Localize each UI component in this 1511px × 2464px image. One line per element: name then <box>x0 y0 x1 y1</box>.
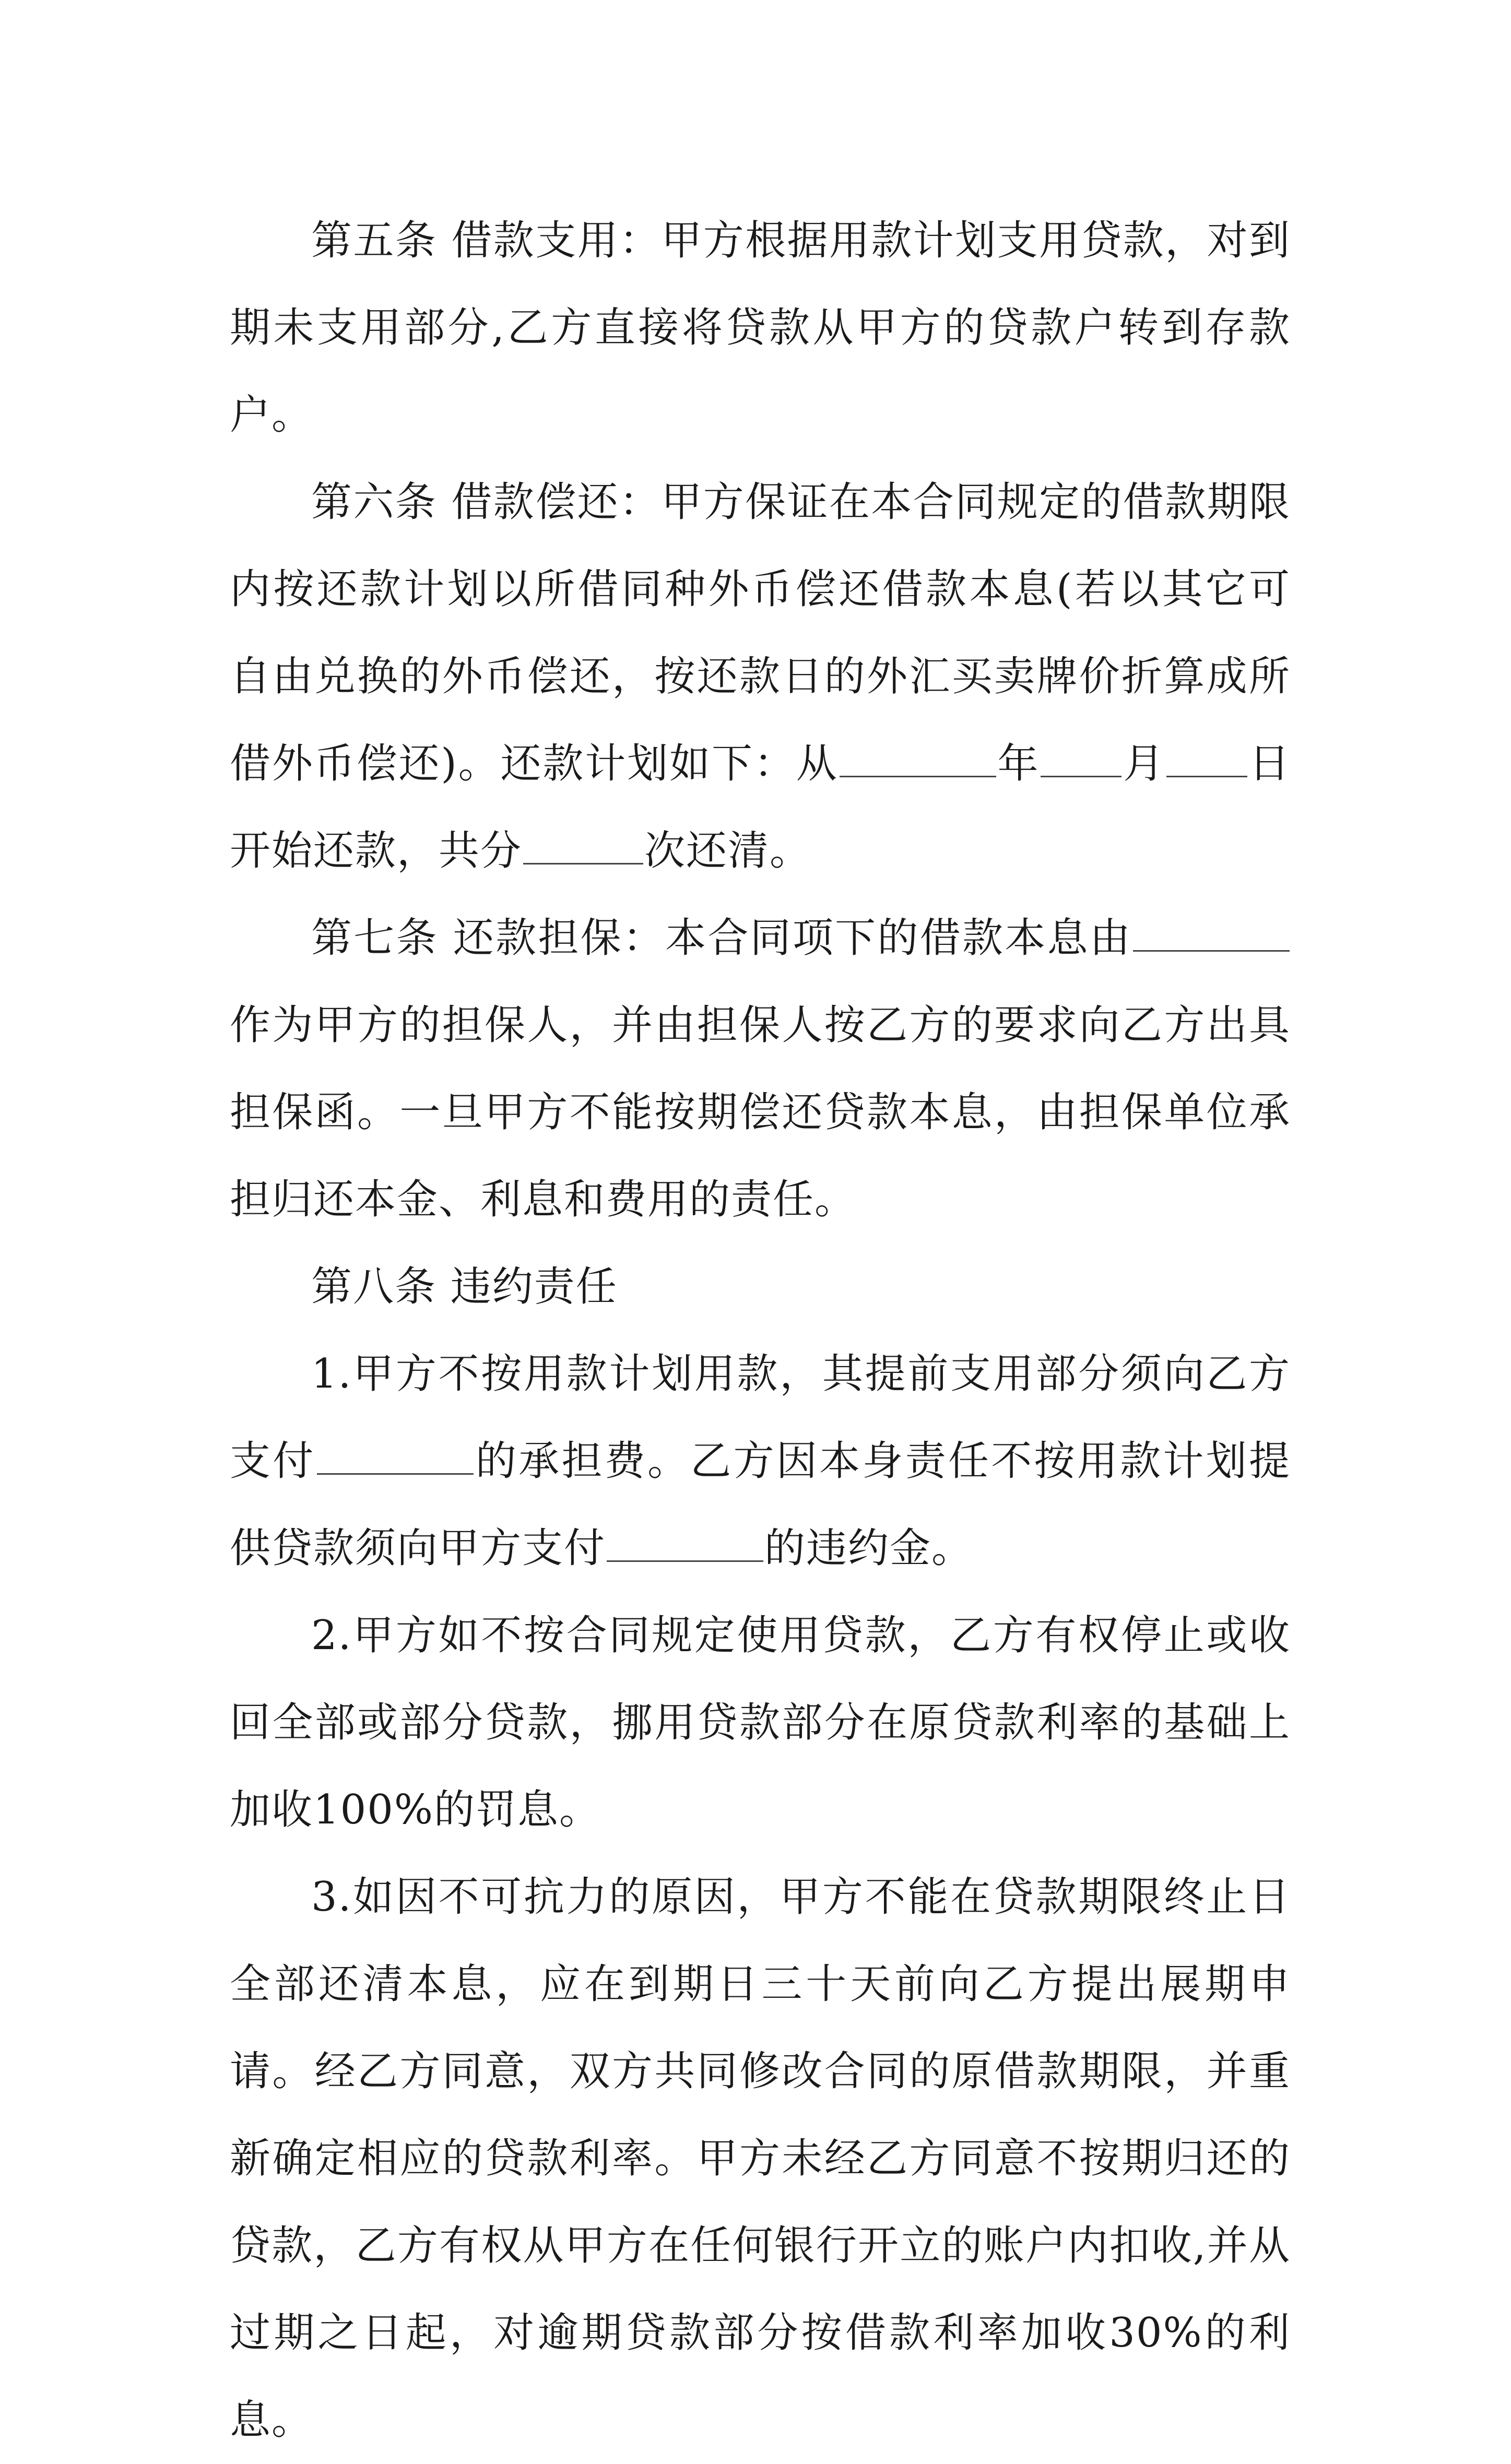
article-8-item-3 <box>230 1854 1291 2464</box>
article-8-heading <box>230 1243 1291 1331</box>
article-8-item-1-text-3: 的违约金。 <box>764 1525 974 1572</box>
article-6-text-1: 第六条 借款偿还：甲方保证在本合同规定的借款期限内按还款计划以所借同种外币偿还借款本息(若以其它可自由兑换的外币偿还，按还款日的外汇买卖牌价折算成所借外币偿还)。还款计划如下：从 <box>230 479 1291 787</box>
installments-blank[interactable] <box>523 826 643 864</box>
article-8-item-3-text: 3.如因不可抗力的原因，甲方不能在贷款期限终止日全部还清本息，应在到期日三十天前向乙方提出展期申请。经乙方同意，双方共同修改合同的原借款期限，并重新确定相应的贷款利率。甲方未经乙方同意不按期归还的贷款，乙方有权从甲方在任何银行开立的账户内扣收,并从过期之日起，对逾期贷款部分按借款利率加收30%的利息。 <box>230 1874 1291 2444</box>
article-8-item-2 <box>230 1592 1291 1854</box>
year-blank[interactable] <box>840 739 996 777</box>
penalty-blank[interactable] <box>607 1524 763 1562</box>
article-8-item-1-text-2: 的承担费。乙方因本身责任不按用款计划提供贷款须向甲方支付 <box>230 1438 1291 1572</box>
article-6-text-3: 月 <box>1123 740 1166 787</box>
article-8-item-2-text: 2.甲方如不按合同规定使用贷款，乙方有权停止或收回全部或部分贷款，挪用贷款部分在原贷款利率的基础上加收100%的罚息。 <box>230 1612 1291 1833</box>
article-7-text-1: 第七条 还款担保：本合同项下的借款本息由 <box>311 915 1132 962</box>
article-5-paragraph <box>230 197 1291 459</box>
article-6-text-5: 次还清。 <box>644 827 812 874</box>
day-blank[interactable] <box>1166 739 1247 777</box>
commitment-fee-blank[interactable] <box>317 1437 474 1475</box>
article-8-item-1-text-1: 1.甲方不按用款计划用款，其提前支用部分须向乙方支付 <box>230 1351 1291 1485</box>
article-6-text-2: 年 <box>997 740 1040 787</box>
guarantor-blank[interactable] <box>1133 914 1290 952</box>
article-7-paragraph <box>230 895 1291 1243</box>
article-7-text-2: 作为甲方的担保人，并由担保人按乙方的要求向乙方出具担保函。一旦甲方不能按期偿还贷款本息，由担保单位承担归还本金、利息和费用的责任。 <box>230 1002 1291 1223</box>
article-5-text: 第五条 借款支用：甲方根据用款计划支用贷款，对到期未支用部分,乙方直接将贷款从甲方的贷款户转到存款户。 <box>230 217 1291 439</box>
article-8-item-1 <box>230 1331 1291 1592</box>
article-6-paragraph <box>230 459 1291 895</box>
article-8-heading-text: 第八条 违约责任 <box>311 1263 618 1310</box>
article-6-text-4: 日开始还款，共分 <box>230 740 1291 874</box>
document-body <box>230 197 1291 2464</box>
month-blank[interactable] <box>1041 739 1122 777</box>
